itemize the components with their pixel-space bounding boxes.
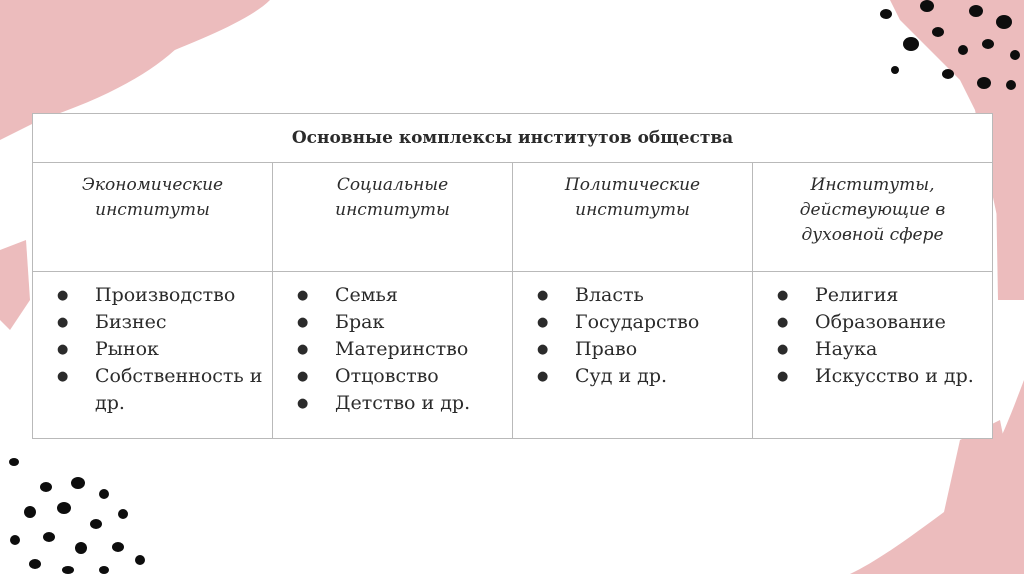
- column-list-social: [273, 272, 513, 439]
- list-item: ● Отцовство: [297, 365, 439, 387]
- bullet-list: [771, 282, 984, 390]
- list-item: ● Наука: [777, 338, 878, 360]
- list-item: ● Власть: [537, 284, 644, 306]
- list-item: ● Собственность и др.: [57, 365, 263, 414]
- column-list-spiritual: [753, 272, 993, 439]
- bullet-list: [531, 282, 744, 390]
- table-header-row: [33, 163, 993, 272]
- list-item: ● Право: [537, 338, 638, 360]
- column-heading-political: Политические институты: [513, 163, 753, 272]
- list-item: ● Детство и др.: [297, 392, 471, 414]
- pink-brush-left-mid: [0, 240, 30, 330]
- column-heading-economic: Экономические институты: [33, 163, 273, 272]
- column-list-economic: [33, 272, 273, 439]
- list-item: ● Бизнес: [57, 311, 167, 333]
- list-item: ● Материнство: [297, 338, 469, 360]
- institutions-table: [32, 113, 993, 439]
- pink-brush-right-strip: [995, 120, 1024, 300]
- list-item: ● Брак: [297, 311, 385, 333]
- bullet-list: [291, 282, 504, 417]
- list-item: ● Суд и др.: [537, 365, 668, 387]
- column-heading-social: Социальные институты: [273, 163, 513, 272]
- list-item: ● Искусство и др.: [777, 365, 974, 387]
- table-title-row: [33, 114, 993, 163]
- column-list-political: [513, 272, 753, 439]
- table-body-row: [33, 272, 993, 439]
- list-item: ● Семья: [297, 284, 398, 306]
- list-item: ● Государство: [537, 311, 700, 333]
- list-item: ● Производство: [57, 284, 236, 306]
- bullet-list: [51, 282, 264, 417]
- list-item: ● Религия: [777, 284, 899, 306]
- polka-dots-bottom-left: [9, 458, 145, 574]
- column-heading-spiritual: Институты, действующие в духовной сфере: [753, 163, 993, 272]
- list-item: ● Образование: [777, 311, 946, 333]
- table-title: Основные комплексы институтов общества: [33, 114, 993, 163]
- list-item: ● Рынок: [57, 338, 159, 360]
